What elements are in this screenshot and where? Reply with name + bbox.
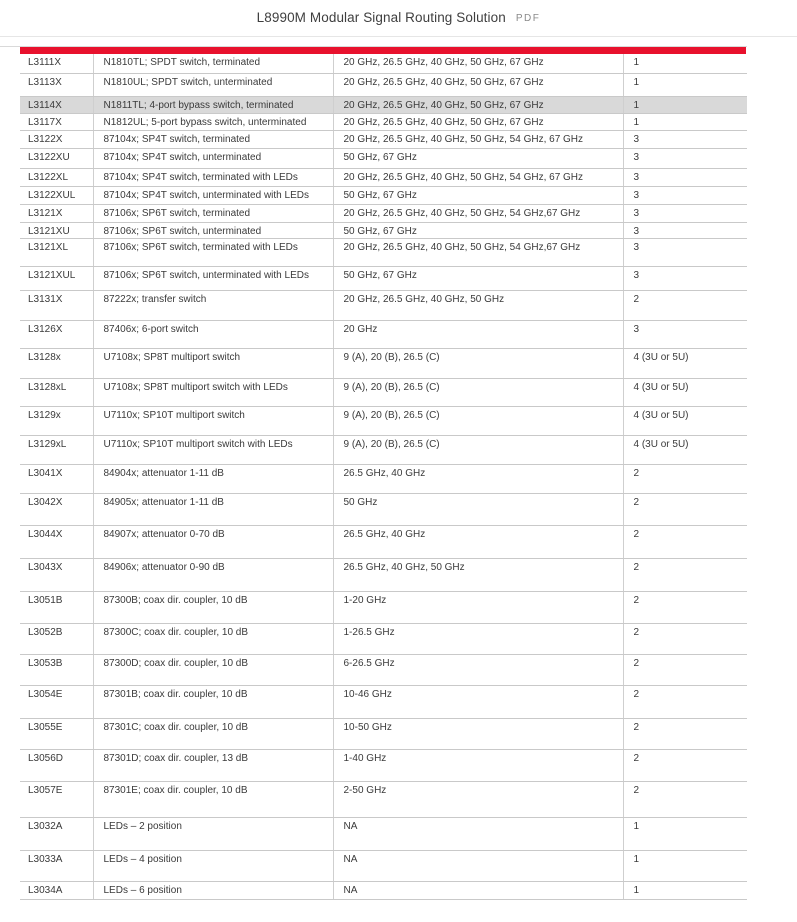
table-row[interactable] <box>20 204 747 222</box>
description-cell: 87104x; SP4T switch, terminated <box>93 130 333 148</box>
quantity-cell: 4 (3U or 5U) <box>623 348 747 378</box>
table-row[interactable] <box>20 266 747 290</box>
description-cell: 87106x; SP6T switch, unterminated with LEDs <box>93 266 333 290</box>
description-cell: 87301E; coax dir. coupler, 10 dB <box>93 781 333 817</box>
frequencies-cell: 20 GHz, 26.5 GHz, 40 GHz, 50 GHz, 67 GHz <box>333 54 623 73</box>
description-cell: N1810UL; SPDT switch, unterminated <box>93 73 333 96</box>
description-cell: 87301D; coax dir. coupler, 13 dB <box>93 749 333 781</box>
header-divider <box>0 36 797 37</box>
model-cell: L3033A <box>20 850 93 881</box>
frequencies-cell: 26.5 GHz, 40 GHz <box>333 525 623 558</box>
quantity-cell: 2 <box>623 654 747 685</box>
parts-table <box>20 54 747 900</box>
model-cell: L3041X <box>20 464 93 493</box>
pdf-badge[interactable]: PDF <box>515 13 541 24</box>
frequencies-cell: 20 GHz, 26.5 GHz, 40 GHz, 50 GHz, 54 GHz,67 GHz <box>333 204 623 222</box>
description-cell: U7108x; SP8T multiport switch with LEDs <box>93 378 333 406</box>
quantity-cell: 2 <box>623 685 747 718</box>
frequencies-cell: 26.5 GHz, 40 GHz, 50 GHz <box>333 558 623 591</box>
description-cell: 87222x; transfer switch <box>93 290 333 320</box>
description-cell: 87106x; SP6T switch, terminated <box>93 204 333 222</box>
frequencies-cell: 50 GHz, 67 GHz <box>333 266 623 290</box>
description-cell: 87300B; coax dir. coupler, 10 dB <box>93 591 333 623</box>
description-cell: 87104x; SP4T switch, unterminated <box>93 148 333 168</box>
quantity-cell: 4 (3U or 5U) <box>623 435 747 464</box>
description-cell: LEDs – 6 position <box>93 881 333 899</box>
frequencies-cell: 50 GHz, 67 GHz <box>333 186 623 204</box>
document-header <box>0 9 797 27</box>
table-row[interactable] <box>20 464 747 493</box>
quantity-cell: 1 <box>623 850 747 881</box>
quantity-cell: 4 (3U or 5U) <box>623 378 747 406</box>
quantity-cell: 2 <box>623 525 747 558</box>
model-cell: L3121X <box>20 204 93 222</box>
model-cell: L3129x <box>20 406 93 435</box>
description-cell: 87406x; 6-port switch <box>93 320 333 348</box>
frequencies-cell: 20 GHz, 26.5 GHz, 40 GHz, 50 GHz, 67 GHz <box>333 96 623 113</box>
description-cell: 87301B; coax dir. coupler, 10 dB <box>93 685 333 718</box>
quantity-cell: 1 <box>623 54 747 73</box>
table-row[interactable] <box>20 238 747 266</box>
frequencies-cell: 9 (A), 20 (B), 26.5 (C) <box>333 435 623 464</box>
frequencies-cell: 26.5 GHz, 40 GHz <box>333 464 623 493</box>
quantity-cell: 2 <box>623 493 747 525</box>
table-row[interactable] <box>20 781 747 817</box>
model-cell: L3129xL <box>20 435 93 464</box>
quantity-cell: 2 <box>623 464 747 493</box>
frequencies-cell: 20 GHz, 26.5 GHz, 40 GHz, 50 GHz, 54 GHz, 67 GHz <box>333 130 623 148</box>
quantity-cell: 2 <box>623 290 747 320</box>
table-row[interactable] <box>20 817 747 850</box>
table-row[interactable] <box>20 685 747 718</box>
frequencies-cell: 9 (A), 20 (B), 26.5 (C) <box>333 348 623 378</box>
table-row[interactable] <box>20 654 747 685</box>
table-row[interactable] <box>20 558 747 591</box>
table-row[interactable] <box>20 623 747 654</box>
frequencies-cell: 20 GHz, 26.5 GHz, 40 GHz, 50 GHz, 67 GHz <box>333 113 623 130</box>
model-cell: L3113X <box>20 73 93 96</box>
table-row[interactable] <box>20 348 747 378</box>
model-cell: L3044X <box>20 525 93 558</box>
model-cell: L3114X <box>20 96 93 113</box>
description-cell: 87300D; coax dir. coupler, 10 dB <box>93 654 333 685</box>
table-row[interactable] <box>20 749 747 781</box>
quantity-cell: 2 <box>623 623 747 654</box>
description-cell: U7110x; SP10T multiport switch <box>93 406 333 435</box>
frequencies-cell: 9 (A), 20 (B), 26.5 (C) <box>333 378 623 406</box>
frequencies-cell: 20 GHz, 26.5 GHz, 40 GHz, 50 GHz, 54 GHz,67 GHz <box>333 238 623 266</box>
description-cell: 87104x; SP4T switch, terminated with LEDs <box>93 168 333 186</box>
quantity-cell: 3 <box>623 222 747 238</box>
table-row[interactable] <box>20 493 747 525</box>
model-cell: L3121XU <box>20 222 93 238</box>
table-row[interactable] <box>20 290 747 320</box>
model-cell: L3057E <box>20 781 93 817</box>
description-cell: N1812UL; 5-port bypass switch, unterminated <box>93 113 333 130</box>
table-row[interactable] <box>20 406 747 435</box>
table-row[interactable] <box>20 881 747 899</box>
table-row[interactable] <box>20 525 747 558</box>
frequencies-cell: 1-20 GHz <box>333 591 623 623</box>
table-row[interactable] <box>20 435 747 464</box>
description-cell: 84906x; attenuator 0-90 dB <box>93 558 333 591</box>
quantity-cell: 2 <box>623 718 747 749</box>
model-cell: L3052B <box>20 623 93 654</box>
model-cell: L3032A <box>20 817 93 850</box>
frequencies-cell: 9 (A), 20 (B), 26.5 (C) <box>333 406 623 435</box>
quantity-cell: 3 <box>623 148 747 168</box>
frequencies-cell: 1-26.5 GHz <box>333 623 623 654</box>
model-cell: L3128x <box>20 348 93 378</box>
table-row[interactable] <box>20 148 747 168</box>
frequencies-cell: 50 GHz, 67 GHz <box>333 148 623 168</box>
description-cell: U7108x; SP8T multiport switch <box>93 348 333 378</box>
frequencies-cell: NA <box>333 881 623 899</box>
frequencies-cell: 10-50 GHz <box>333 718 623 749</box>
table-row[interactable] <box>20 113 747 130</box>
quantity-cell: 3 <box>623 130 747 148</box>
frequencies-cell: 6-26.5 GHz <box>333 654 623 685</box>
model-cell: L3043X <box>20 558 93 591</box>
frequencies-cell: 20 GHz, 26.5 GHz, 40 GHz, 50 GHz, 67 GHz <box>333 73 623 96</box>
quantity-cell: 2 <box>623 749 747 781</box>
description-cell: 87300C; coax dir. coupler, 10 dB <box>93 623 333 654</box>
frequencies-cell: 20 GHz, 26.5 GHz, 40 GHz, 50 GHz <box>333 290 623 320</box>
model-cell: L3042X <box>20 493 93 525</box>
table-body <box>20 54 747 899</box>
model-cell: L3034A <box>20 881 93 899</box>
frequencies-cell: 1-40 GHz <box>333 749 623 781</box>
model-cell: L3055E <box>20 718 93 749</box>
frequencies-cell: 50 GHz <box>333 493 623 525</box>
model-cell: L3126X <box>20 320 93 348</box>
frequencies-cell: 20 GHz, 26.5 GHz, 40 GHz, 50 GHz, 54 GHz, 67 GHz <box>333 168 623 186</box>
table-row[interactable] <box>20 54 747 73</box>
model-cell: L3122XUL <box>20 186 93 204</box>
quantity-cell: 3 <box>623 238 747 266</box>
model-cell: L3128xL <box>20 378 93 406</box>
description-cell: 84907x; attenuator 0-70 dB <box>93 525 333 558</box>
table-row[interactable] <box>20 186 747 204</box>
quantity-cell: 3 <box>623 266 747 290</box>
description-cell: 87106x; SP6T switch, terminated with LEDs <box>93 238 333 266</box>
model-cell: L3122XU <box>20 148 93 168</box>
model-cell: L3056D <box>20 749 93 781</box>
description-cell: 87106x; SP6T switch, unterminated <box>93 222 333 238</box>
description-cell: 87301C; coax dir. coupler, 10 dB <box>93 718 333 749</box>
table-row[interactable] <box>20 73 747 96</box>
table-row[interactable] <box>20 130 747 148</box>
model-cell: L3122XL <box>20 168 93 186</box>
table-row[interactable] <box>20 222 747 238</box>
description-cell: N1810TL; SPDT switch, terminated <box>93 54 333 73</box>
frequencies-cell: NA <box>333 850 623 881</box>
quantity-cell: 3 <box>623 320 747 348</box>
quantity-cell: 1 <box>623 73 747 96</box>
quantity-cell: 1 <box>623 881 747 899</box>
frequencies-cell: 50 GHz, 67 GHz <box>333 222 623 238</box>
description-cell: LEDs – 2 position <box>93 817 333 850</box>
table-row[interactable] <box>20 718 747 749</box>
description-cell: 87104x; SP4T switch, unterminated with LEDs <box>93 186 333 204</box>
model-cell: L3051B <box>20 591 93 623</box>
table-row[interactable] <box>20 320 747 348</box>
model-cell: L3053B <box>20 654 93 685</box>
frequencies-cell: 20 GHz <box>333 320 623 348</box>
quantity-cell: 2 <box>623 781 747 817</box>
model-cell: L3131X <box>20 290 93 320</box>
quantity-cell: 2 <box>623 558 747 591</box>
model-cell: L3122X <box>20 130 93 148</box>
frequencies-cell: 10-46 GHz <box>333 685 623 718</box>
description-cell: LEDs – 4 position <box>93 850 333 881</box>
frequencies-cell: 2-50 GHz <box>333 781 623 817</box>
quantity-cell: 1 <box>623 96 747 113</box>
quantity-cell: 2 <box>623 591 747 623</box>
table-accent-bar <box>20 47 746 54</box>
description-cell: N1811TL; 4-port bypass switch, terminated <box>93 96 333 113</box>
model-cell: L3121XUL <box>20 266 93 290</box>
frequencies-cell: NA <box>333 817 623 850</box>
quantity-cell: 3 <box>623 168 747 186</box>
quantity-cell: 3 <box>623 186 747 204</box>
page-title: L8990M Modular Signal Routing Solution <box>256 10 506 25</box>
description-cell: 84905x; attenuator 1-11 dB <box>93 493 333 525</box>
table-row[interactable] <box>20 591 747 623</box>
model-cell: L3117X <box>20 113 93 130</box>
model-cell: L3054E <box>20 685 93 718</box>
table-row[interactable] <box>20 168 747 186</box>
table-row[interactable] <box>20 850 747 881</box>
quantity-cell: 4 (3U or 5U) <box>623 406 747 435</box>
table-row[interactable] <box>20 378 747 406</box>
quantity-cell: 3 <box>623 204 747 222</box>
description-cell: 84904x; attenuator 1-11 dB <box>93 464 333 493</box>
model-cell: L3121XL <box>20 238 93 266</box>
quantity-cell: 1 <box>623 113 747 130</box>
table-row[interactable] <box>20 96 747 113</box>
quantity-cell: 1 <box>623 817 747 850</box>
model-cell: L3111X <box>20 54 93 73</box>
description-cell: U7110x; SP10T multiport switch with LEDs <box>93 435 333 464</box>
